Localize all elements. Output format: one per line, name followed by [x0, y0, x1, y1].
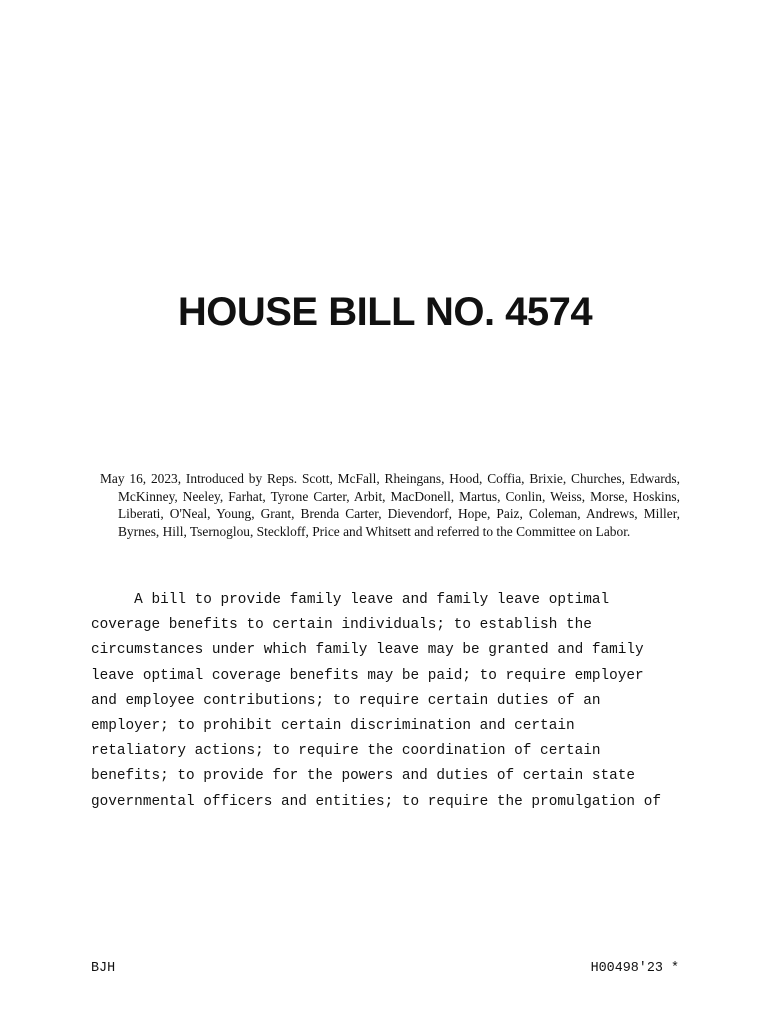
- footer-document-code: H00498'23 *: [590, 961, 679, 976]
- body-line: circumstances under which family leave may be granted and family: [91, 642, 644, 659]
- footer-initials: BJH: [91, 961, 116, 976]
- bill-title: HOUSE BILL NO. 4574: [177, 290, 593, 334]
- body-line: leave optimal coverage benefits may be paid; to require employer: [91, 667, 644, 684]
- body-line: retaliatory actions; to require the coordination of certain: [91, 743, 601, 760]
- body-line: governmental officers and entities; to require the promulgation of: [91, 793, 661, 810]
- body-line: benefits; to provide for the powers and duties of certain state: [91, 768, 636, 785]
- bill-body: [91, 588, 691, 815]
- body-line: A bill to provide family leave and family leave optimal: [91, 592, 610, 608]
- introduction-paragraph: May 16, 2023, Introduced by Reps. Scott, McFall, Rheingans, Hood, Coffia, Brixie, Churches, Edwards, McKinney, Neeley, Farhat, Tyrone Carter, Arbit, MacDonell, Martus, Conlin, Weiss, Morse, Hoskins, Liberati, O'Neal, Young, Grant, Brenda Carter, Dievendorf, Hope, Paiz, Coleman, Andrews, Miller, Byrnes, Hill, Tsernoglou, Steckloff, Price and Whitsett and referred to the Committee on Labor.: [100, 471, 680, 539]
- body-line: coverage benefits to certain individuals; to establish the: [91, 617, 592, 634]
- body-line: employer; to prohibit certain discrimination and certain: [91, 718, 575, 735]
- body-line: and employee contributions; to require certain duties of an: [91, 692, 601, 709]
